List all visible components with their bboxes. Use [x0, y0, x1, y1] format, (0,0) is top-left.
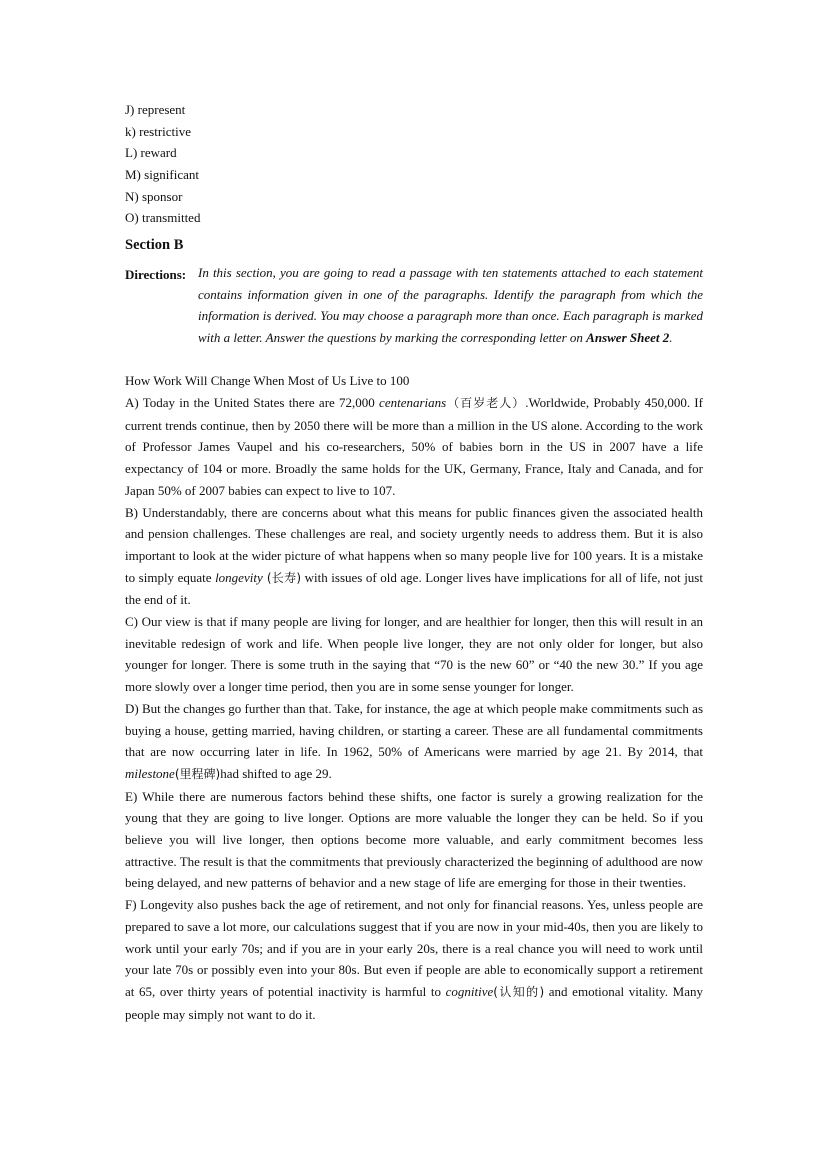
passage-title: How Work Will Change When Most of Us Live to 100 — [125, 373, 410, 388]
paragraph-b — [125, 502, 703, 612]
paragraph-d-text-cont: had shifted to age 29. — [220, 765, 332, 781]
option-k: k) restrictive — [125, 124, 192, 139]
term-milestone: milestone — [125, 765, 175, 781]
paragraph-f-text: F) Longevity also pushes back the age of retirement, and not only for financial reasons. Yes, unless people are prepared to save a lot more, our calculations suggest that if you are now in your mid-40s, then you are likely to work until your early 70s; and if you are in your early 20s, there is a real chance you will need to work until your late 70s or possibly even into your 80s. But even if people are able to economically support a retirement at 65, over thirty years of potential inactivity is harmful to — [125, 897, 703, 999]
paragraph-a-text: A) Today in the United States there are 72,000 — [125, 395, 380, 410]
option-l: L) reward — [125, 145, 177, 160]
term-longevity: longevity — [215, 569, 263, 585]
paragraph-d-text: D) But the changes go further than that. Take, for instance, the age at which people make commitments such as buying a house, getting married, having children, or starting a career. These are all fundamental commitments that are now occurring later in life. In 1962, 50% of Americans were married by age 21. By 2014, that — [125, 700, 703, 760]
paragraph-a — [125, 392, 703, 502]
term-cognitive: cognitive — [445, 983, 494, 999]
option-n: N) sponsor — [125, 189, 183, 204]
option-j: J) represent — [125, 102, 186, 117]
option-o: O) transmitted — [125, 210, 201, 225]
answer-sheet-ref: Answer Sheet 2 — [586, 330, 670, 346]
option-m: M) significant — [125, 167, 200, 182]
gloss-longevity: (长寿) — [262, 570, 302, 585]
paragraph-f-text-cont: and emotional vitality. Many people may simply not want to do it. — [125, 983, 703, 1022]
paragraph-e: E) While there are numerous factors behind these shifts, one factor is surely a growing realization for the young that they are going to live longer. Options are more valuable the longer they can be held. So if you believe you will live longer, then options become more valuable, and early commitment becomes less attractive. The result is that the commitments that previously characterized the beginning of adulthood are now being delayed, and new patterns of behavior and a new stage of life are emerging for those in their twenties. — [125, 788, 703, 891]
paragraph-b-text-cont: with issues of old age. Longer lives have implications for all of life, not just the end of it. — [125, 569, 703, 608]
section-heading: Section B — [125, 237, 184, 253]
paragraph-f — [125, 894, 703, 1025]
directions-label: Directions: — [125, 267, 187, 282]
term-centenarians: centenarians — [379, 395, 447, 410]
directions-body: In this section, you are going to read a passage with ten statements attached to each statement contains information given in one of the paragraphs. Identify the paragraph from which the information is derived. You may choose a paragraph more than once. Each paragraph is marked with a letter. Answer the questions by marking the corresponding letter on — [198, 265, 703, 346]
paragraph-c: C) Our view is that if many people are living for longer, and are healthier for longer, then this will result in an inevitable redesign of work and life. When people live longer, they are not only older for longer, but also younger for longer. There is some truth in the saying that “70 is the new 60” or “40 the new 30.” If you age more slowly over a longer time period, then you are in some sense younger for longer. — [125, 614, 703, 695]
directions-text — [198, 262, 703, 349]
directions-end: . — [669, 330, 673, 346]
paragraph-d — [125, 698, 703, 786]
gloss-centenarians: （百岁老人） — [446, 396, 526, 410]
paragraph-b-text: B) Understandably, there are concerns about what this means for public finances given the associated health and pension challenges. These challenges are real, and society urgently needs to address them. But it is also important to look at the wider picture of what happens when so many people live for 100 years. It is a mistake to simply equate — [125, 504, 703, 585]
gloss-milestone: (里程碑) — [174, 766, 221, 781]
paragraph-a-text-cont: .Worldwide, Probably 450,000. If current trends continue, then by 2050 there will be more than a million in the US alone. According to the work of Professor James Vaupel and his co-researchers, 50% of babies born in the US in 2007 have a life expectancy of 104 or more. Broadly the same holds for the UK, Germany, France, Italy and Canada, and for Japan 50% of 2007 babies can expect to live to 107. — [125, 395, 703, 498]
gloss-cognitive: (认知的) — [493, 984, 545, 999]
passage-body — [125, 392, 703, 1025]
